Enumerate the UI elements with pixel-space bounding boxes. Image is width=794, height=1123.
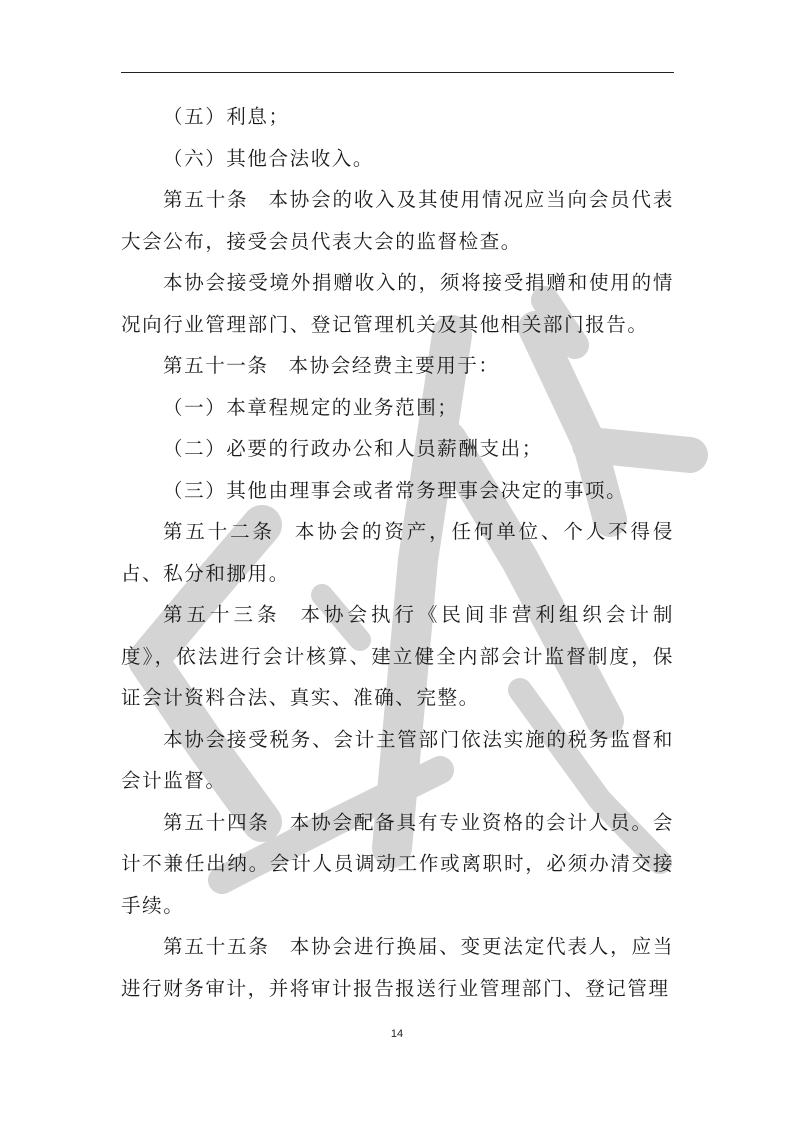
paragraph — [121, 470, 674, 512]
article-number: 第五十一条 — [163, 354, 269, 377]
paragraph-text: 本协会进行换届、变更法定代表人，应当进行财务审计，并将审计报告报送行业管理部门、登记管理 — [121, 935, 674, 1000]
paragraph-text: 本协会经费主要用于： — [288, 354, 500, 377]
paragraph-text: （一）本章程规定的业务范围； — [163, 395, 459, 419]
paragraph — [121, 511, 674, 594]
paragraph-text: （六）其他合法收入。 — [163, 146, 375, 170]
paragraph — [121, 345, 674, 387]
paragraph-text: 本协会执行《民间非营利组织会计制度》，依法进行会计核算、建立健全内部会计监督制度，保证会计资料合法、真实、准确、完整。 — [121, 603, 674, 709]
article-number: 第五十二条 — [163, 520, 275, 543]
paragraph — [121, 138, 674, 180]
page-number: 14 — [390, 1028, 404, 1040]
paragraph — [121, 262, 674, 345]
paragraph-text: 本协会的资产，任何单位、个人不得侵占、私分和挪用。 — [121, 520, 674, 585]
paragraph-text: 本协会的收入及其使用情况应当向会员代表大会公布，接受会员代表大会的监督检查。 — [121, 188, 674, 253]
article-number: 第五十四条 — [163, 810, 270, 834]
paragraph — [121, 428, 674, 470]
paragraph-text: 本协会配备具有专业资格的会计人员。会计不兼任出纳。会计人员调动工作或离职时，必须办清交接手续。 — [121, 810, 674, 917]
paragraph — [121, 719, 674, 802]
paragraph — [121, 594, 674, 719]
document-body — [121, 96, 674, 1009]
article-number: 第五十三条 — [163, 603, 281, 626]
header-rule — [121, 72, 674, 73]
paragraph-text: （三）其他由理事会或者常务理事会决定的事项。 — [163, 478, 628, 502]
article-number: 第五十条 — [163, 188, 249, 211]
paragraph — [121, 179, 674, 262]
paragraph — [121, 926, 674, 1009]
article-number: 第五十五条 — [163, 935, 270, 958]
paragraph — [121, 387, 674, 429]
paragraph-text: （二）必要的行政办公和人员薪酬支出； — [163, 437, 543, 460]
paragraph-text: 本协会接受境外捐赠收入的，须将接受捐赠和使用的情况向行业管理部门、登记管理机关及其他相关部门报告。 — [121, 271, 674, 336]
paragraph — [121, 802, 674, 927]
paragraph — [121, 96, 674, 138]
paragraph-text: （五）利息； — [163, 105, 290, 128]
paragraph-text: 本协会接受税务、会计主管部门依法实施的税务监督和会计监督。 — [121, 727, 674, 792]
